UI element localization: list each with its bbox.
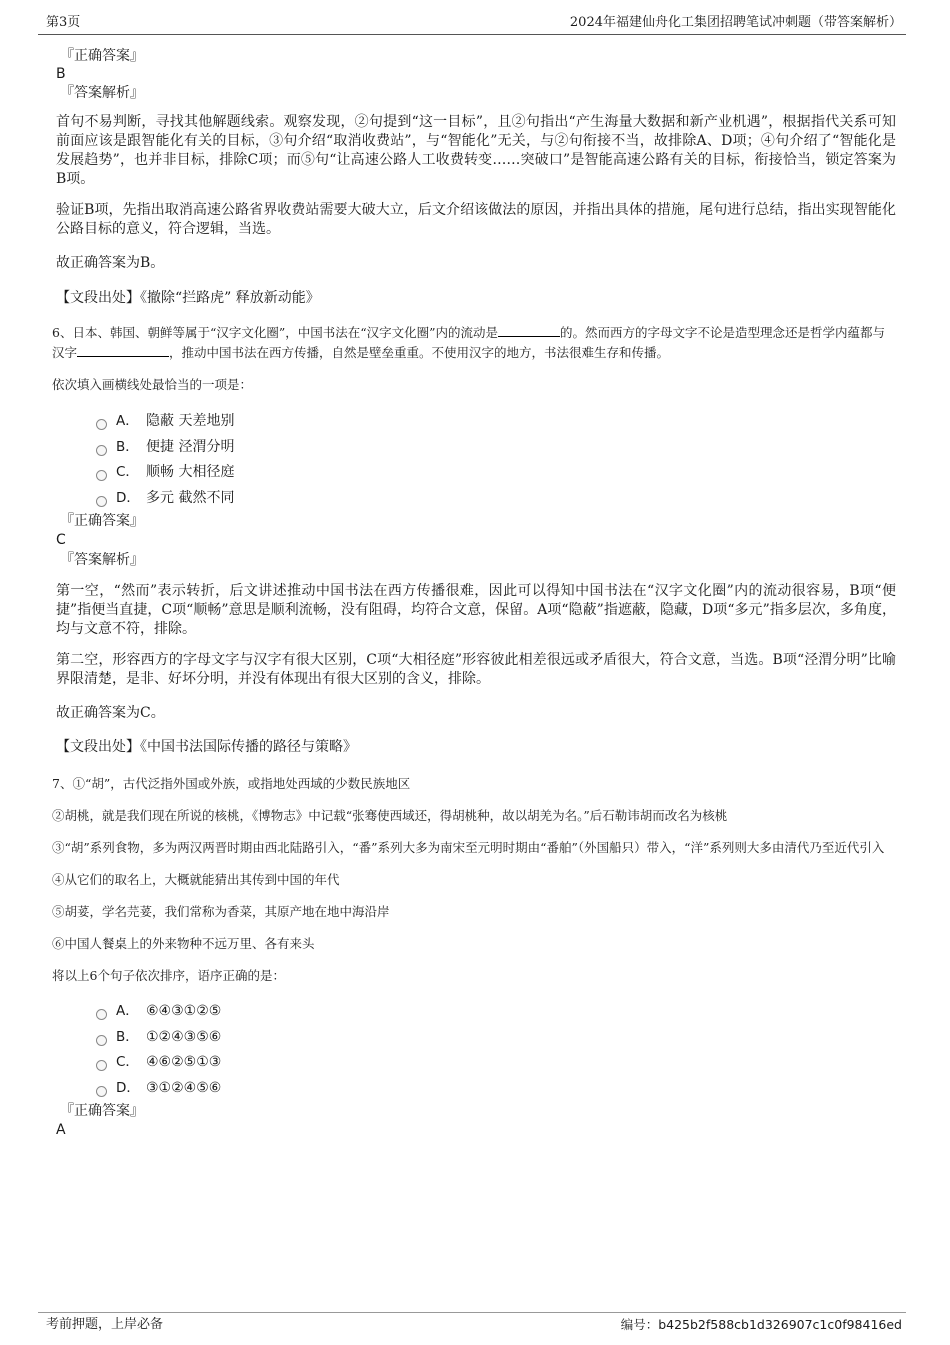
option-b[interactable] — [56, 1026, 896, 1052]
option-text: 隐蔽 天差地别 — [146, 413, 235, 429]
question-sentence: ②胡桃，就是我们现在所说的核桃，《博物志》中记载“张骞使西域还，得胡桃种，故以胡羌为名。”后石勒讳胡而改名为核桃 — [52, 808, 728, 823]
stem-part: 6、日本、韩国、朝鲜等属于“汉字文化圈”，中国书法在“汉字文化圈”内的流动是 — [52, 325, 499, 340]
option-d[interactable] — [56, 1077, 896, 1103]
correct-answer-value: C — [56, 532, 66, 548]
option-letter: D． — [116, 489, 140, 506]
question-sentence: ⑤胡荽，学名芫荽，我们常称为香菜，其原产地在地中海沿岸 — [52, 904, 390, 919]
analysis-paragraph: 验证B项，先指出取消高速公路省界收费站需要大破大立，后文介绍该做法的原因，并指出具体的措施，尾句进行总结，指出实现智能化公路目标的意义，符合逻辑，当选。 — [56, 202, 896, 237]
source-citation: 【文段出处】《撤除“拦路虎” 释放新动能》 — [56, 290, 320, 306]
option-letter: C． — [116, 1054, 139, 1070]
option-letter: B． — [116, 1028, 139, 1045]
page-number: 第3页 — [46, 15, 81, 30]
option-text: 便捷 泾渭分明 — [146, 438, 235, 455]
option-text: ①②④③⑤⑥ — [146, 1028, 222, 1045]
question-sentence: ⑥中国人餐桌上的外来物种不远万里、各有来头 — [52, 936, 315, 951]
option-letter: A． — [116, 1003, 139, 1019]
option-c[interactable] — [56, 461, 896, 487]
option-text: ⑥④③①②⑤ — [146, 1003, 222, 1019]
radio-button[interactable] — [96, 1009, 107, 1020]
radio-button[interactable] — [96, 496, 107, 507]
correct-answer-label: 『正确答案』 — [60, 48, 144, 64]
option-a[interactable] — [56, 1000, 896, 1026]
radio-button[interactable] — [96, 470, 107, 481]
question-sentence: 7、①“胡”，古代泛指外国或外族，或指地处西域的少数民族地区 — [52, 776, 411, 791]
option-text: 顺畅 大相径庭 — [146, 464, 235, 480]
question-instruction: 依次填入画横线处最恰当的一项是： — [52, 377, 253, 392]
page-header — [38, 14, 906, 35]
page-footer — [38, 1312, 906, 1335]
analysis-paragraph: 故正确答案为B。 — [56, 255, 165, 271]
analysis-paragraph: 第一空，“然而”表示转折，后文讲述推动中国书法在西方传播很难，因此可以得知中国书法在“汉字文化圈”内的流动很容易，B项“便捷”指便当直捷，C项“顺畅”意思是顺利流畅，没有阻碍，均符合文意，保留。A项“隐蔽”指遮蔽，隐藏，D项“多元”指多层次，多角度，均与文意不符，排除。 — [56, 583, 896, 637]
correct-answer-label: 『正确答案』 — [60, 1103, 144, 1119]
footer-slogan: 考前押题，上岸必备 — [46, 1317, 164, 1332]
option-c[interactable] — [56, 1051, 896, 1077]
document-code: 编号：b425b2f588cb1d326907c1c0f98416ed — [620, 1317, 902, 1332]
analysis-paragraph: 第二空，形容西方的字母文字与汉字有很大区别，C项“大相径庭”形容彼此相差很远或矛盾很大，符合文意，当选。B项“泾渭分明”比喻界限清楚，是非、好坏分明，并没有体现出有很大区别的含义，排除。 — [56, 652, 896, 687]
correct-answer-value: A — [56, 1122, 66, 1138]
option-b[interactable] — [56, 436, 896, 462]
option-a[interactable] — [56, 410, 896, 436]
option-list — [56, 410, 896, 512]
stem-part: 的。然而西方的字母文字不论是造型理念还是哲学内蕴都与汉字 — [52, 325, 886, 360]
option-list — [56, 1000, 896, 1102]
option-text: ④⑥②⑤①③ — [146, 1054, 222, 1070]
option-letter: C． — [116, 464, 139, 480]
radio-button[interactable] — [96, 419, 107, 430]
option-letter: B． — [116, 438, 139, 455]
page-content — [52, 46, 896, 1140]
radio-button[interactable] — [96, 445, 107, 456]
correct-answer-value: B — [56, 66, 66, 82]
option-letter: A． — [116, 413, 139, 429]
document-title: 2024年福建仙舟化工集团招聘笔试冲刺题（带答案解析） — [569, 15, 902, 30]
analysis-paragraph: 故正确答案为C。 — [56, 705, 165, 721]
fill-blank — [77, 344, 169, 357]
analysis-paragraph: 首句不易判断，寻找其他解题线索。观察发现，②句提到“这一目标”，且②句指出“产生海量大数据和新产业机遇”，根据指代关系可知前面应该是跟智能化有关的目标，③句介绍“取消收费站”，与“智能化”无关，与②句衔接不当，故排除A、D项；④句介绍了“智能化是发展趋势”，也并非目标，排除C项；而⑤句“让高速公路人工收费转变……突破口”是智能高速公路有关的目标，衔接恰当，锁定答案为B项。 — [56, 114, 896, 187]
question-sentence: ④从它们的取名上，大概就能猜出其传到中国的年代 — [52, 872, 340, 887]
option-letter: D． — [116, 1079, 140, 1096]
radio-button[interactable] — [96, 1060, 107, 1071]
fill-blank — [498, 324, 560, 337]
question-stem — [52, 323, 892, 363]
radio-button[interactable] — [96, 1035, 107, 1046]
question-sentence: ③“胡”系列食物，多为两汉两晋时期由西北陆路引入，“番”系列大多为南宋至元明时期由“番舶”（外国船只）带入，“洋”系列则大多由清代乃至近代引入 — [52, 840, 885, 855]
stem-part: ，推动中国书法在西方传播，自然是壁垒重重。不使用汉字的地方，书法很难生存和传播。 — [169, 345, 670, 360]
analysis-label: 『答案解析』 — [60, 552, 144, 568]
source-citation: 【文段出处】《中国书法国际传播的路径与策略》 — [56, 739, 357, 755]
option-text: 多元 截然不同 — [146, 489, 235, 506]
correct-answer-label: 『正确答案』 — [60, 513, 144, 529]
radio-button[interactable] — [96, 1086, 107, 1097]
analysis-label: 『答案解析』 — [60, 85, 144, 101]
question-instruction: 将以上6个句子依次排序，语序正确的是： — [52, 968, 285, 983]
option-d[interactable] — [56, 487, 896, 513]
option-text: ③①②④⑤⑥ — [146, 1079, 222, 1096]
